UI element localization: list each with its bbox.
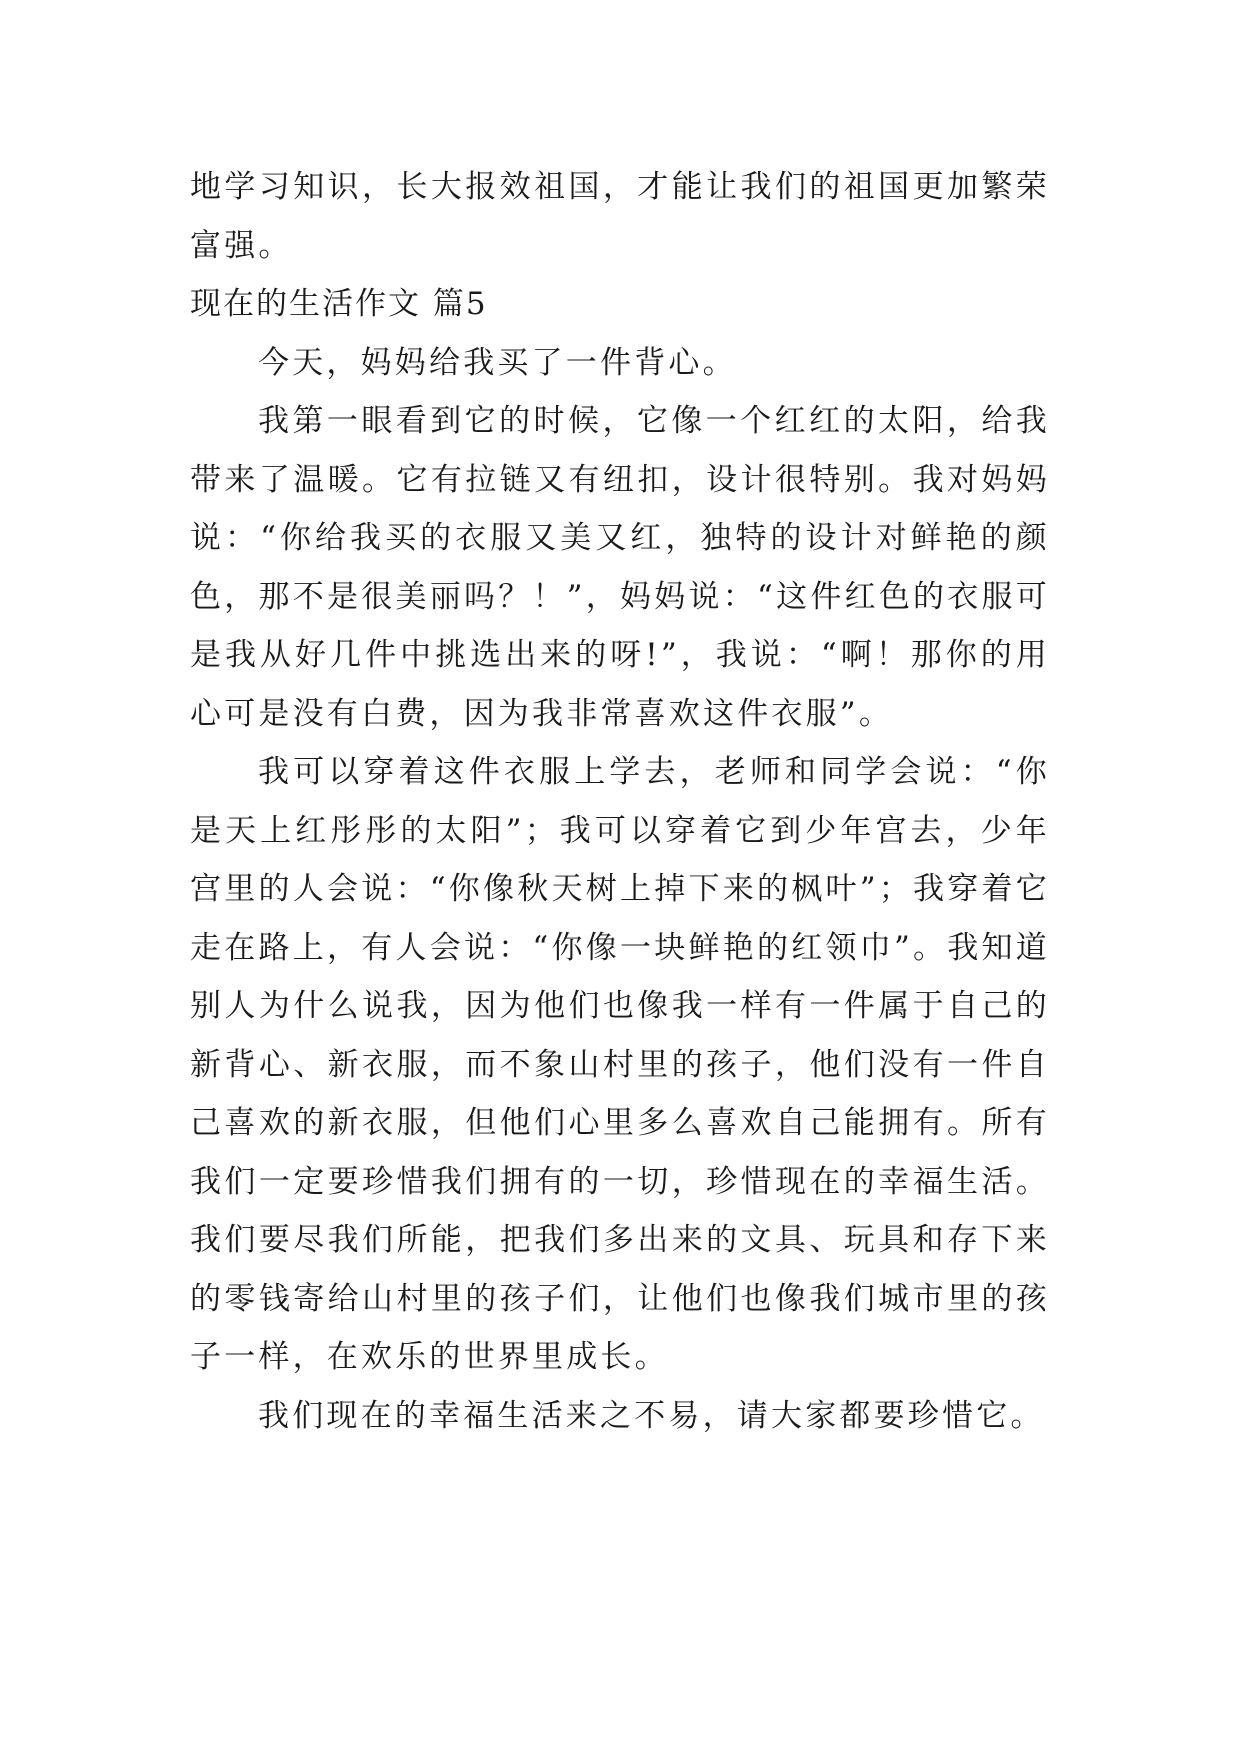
- paragraph-4: 我们现在的幸福生活来之不易，请大家都要珍惜它。: [258, 1397, 1045, 1434]
- continued-paragraph: 地学习知识，长大报效祖国，才能让我们的祖国更加繁荣富强。: [190, 169, 1050, 264]
- document-body: [190, 158, 1050, 1445]
- paragraph-1: 今天，妈妈给我买了一件背心。: [258, 344, 737, 381]
- section-title: 现在的生活作文 篇5: [190, 286, 488, 322]
- paragraph-3: 我可以穿着这件衣服上学去，老师和同学会说：“你是天上红彤彤的太阳”；我可以穿着它到少年宫去，少年宫里的人会说：“你像秋天树上掉下来的枫叶”；我穿着它走在路上，有人会说：“你像一块鲜艳的红领巾”。我知道别人为什么说我，因为他们也像我一样有一件属于自己的新背心、新衣服，而不象山村里的孩子，他们没有一件自己喜欢的新衣服，但他们心里多么喜欢自己能拥有。所有我们一定要珍惜我们拥有的一切，珍惜现在的幸福生活。我们要尽我们所能，把我们多出来的文具、玩具和存下来的零钱寄给山村里的孩子们，让他们也像我们城市里的孩子一样，在欢乐的世界里成长。: [190, 754, 1050, 1375]
- paragraph-2: 我第一眼看到它的时候，它像一个红红的太阳，给我带来了温暖。它有拉链又有纽扣，设计很特别。我对妈妈说：“你给我买的衣服又美又红，独特的设计对鲜艳的颜色，那不是很美丽吗？！”，妈妈说：“这件红色的衣服可是我从好几件中挑选出来的呀!”，我说：“啊！那你的用心可是没有白费，因为我非常喜欢这件衣服”。: [190, 403, 1050, 732]
